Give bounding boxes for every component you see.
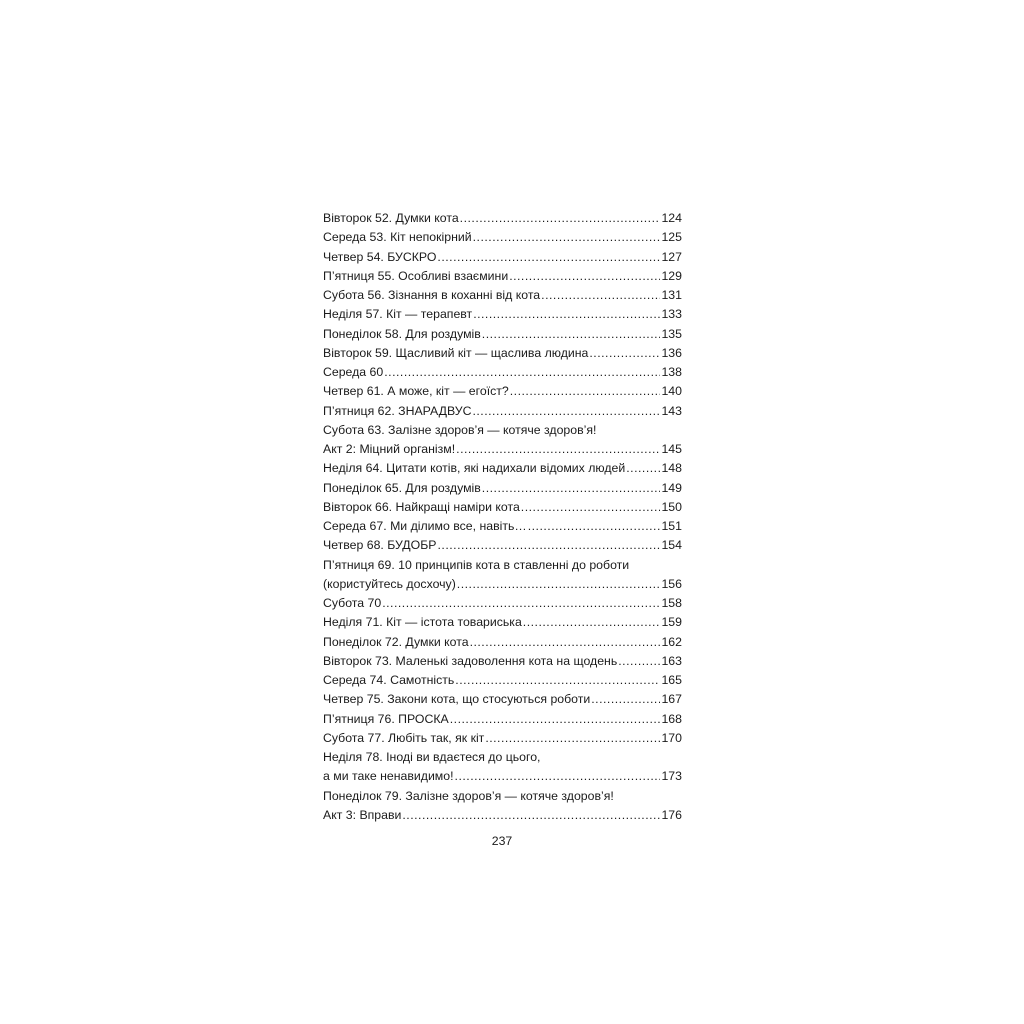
toc-entry-page: 159 — [661, 615, 682, 630]
toc-entry-title: П’ятниця 76. ПРОСКА — [323, 711, 449, 726]
toc-entry-page: 138 — [661, 365, 682, 379]
toc-entry-title: Середа 74. Самотність — [323, 673, 455, 687]
toc-entry-page: 140 — [661, 384, 682, 399]
table-of-contents — [323, 209, 682, 825]
toc-entry-title: Акт 3: Вправи — [323, 807, 402, 822]
toc-entry-page: 173 — [661, 769, 682, 784]
toc-entry-title: а ми таке ненавидимо! — [323, 769, 454, 784]
toc-entry — [323, 652, 682, 671]
toc-entry — [323, 787, 682, 806]
dot-leader — [402, 806, 660, 825]
dot-leader — [485, 729, 660, 748]
dot-leader — [482, 479, 661, 498]
dot-leader — [455, 671, 660, 690]
toc-entry-page: 129 — [661, 268, 682, 283]
toc-entry — [323, 498, 682, 517]
toc-entry — [323, 248, 682, 267]
dot-leader — [457, 575, 661, 594]
toc-entry-title: (користуйтесь досхочу) — [323, 576, 456, 591]
toc-entry-page: 143 — [661, 403, 682, 418]
dot-leader — [470, 633, 661, 652]
toc-entry-title: Неділя 64. Цитати котів, які надихали відомих людей — [323, 461, 626, 476]
dot-leader — [589, 344, 660, 363]
toc-entry — [323, 710, 682, 729]
toc-entry-page: 125 — [661, 230, 682, 245]
toc-entry-title: П’ятниця 62. ЗНАРАДВУС — [323, 403, 472, 418]
toc-entry-title: Четвер 54. БУСКРО — [323, 249, 437, 264]
toc-entry — [323, 209, 682, 228]
toc-entry-title: Субота 63. Залізне здоров’я — котяче здоров’я! — [323, 422, 597, 437]
dot-leader — [382, 594, 660, 613]
toc-entry-title: Вівторок 59. Щасливий кіт — щаслива людина — [323, 345, 589, 360]
toc-entry — [323, 633, 682, 652]
toc-entry-title: Середа 53. Кіт непокірний — [323, 230, 472, 245]
dot-leader — [509, 267, 660, 286]
dot-leader — [460, 209, 661, 228]
dot-leader — [528, 517, 661, 536]
toc-entry — [323, 344, 682, 363]
toc-entry-page: 136 — [661, 345, 682, 360]
toc-entry — [323, 556, 682, 575]
toc-entry — [323, 517, 682, 536]
toc-entry — [323, 286, 682, 305]
dot-leader — [523, 613, 661, 632]
dot-leader — [482, 325, 661, 344]
toc-entry-page: 163 — [661, 653, 682, 668]
toc-entry — [323, 767, 682, 786]
toc-entry-page: 145 — [661, 442, 682, 456]
toc-entry — [323, 575, 682, 594]
toc-entry — [323, 594, 682, 613]
toc-entry — [323, 536, 682, 555]
toc-entry — [323, 402, 682, 421]
toc-entry — [323, 479, 682, 498]
dot-leader — [456, 440, 660, 459]
toc-entry — [323, 228, 682, 247]
toc-entry — [323, 421, 682, 440]
toc-entry-page: 154 — [661, 538, 682, 553]
toc-entry — [323, 748, 682, 767]
toc-entry-title: Субота 77. Любіть так, як кіт — [323, 730, 485, 745]
toc-entry-title: Вівторок 66. Найкращі наміри кота — [323, 499, 520, 514]
toc-entry — [323, 613, 682, 632]
toc-entry-page: 167 — [661, 692, 682, 707]
dot-leader — [437, 536, 660, 555]
dot-leader — [510, 382, 661, 401]
toc-entry-page: 168 — [661, 711, 682, 726]
dot-leader — [618, 652, 660, 671]
toc-entry-page: 165 — [661, 673, 682, 687]
page-number: 237 — [491, 834, 513, 848]
dot-leader — [521, 498, 661, 517]
toc-entry-title: Четвер 68. БУДОБР — [323, 538, 437, 553]
toc-entry — [323, 459, 682, 478]
toc-entry-title: Субота 70 — [323, 596, 382, 610]
toc-entry — [323, 671, 682, 690]
toc-entry — [323, 305, 682, 324]
toc-entry-title: Неділя 78. Іноді ви вдаєтеся до цього, — [323, 750, 541, 764]
toc-entry — [323, 363, 682, 382]
toc-entry-page: 149 — [661, 480, 682, 495]
toc-entry-page: 124 — [661, 211, 682, 225]
toc-entry — [323, 267, 682, 286]
dot-leader — [541, 286, 660, 305]
toc-entry-page: 150 — [661, 499, 682, 514]
toc-entry-page: 148 — [661, 461, 682, 476]
toc-entry-title: Четвер 61. А може, кіт — егоїст? — [323, 384, 509, 399]
toc-entry-title: Понеділок 79. Залізне здоров’я — котяче здоров’я! — [323, 788, 614, 803]
toc-entry-page: 131 — [661, 288, 682, 302]
toc-entry-title: Неділя 57. Кіт — терапевт — [323, 307, 473, 322]
toc-entry — [323, 806, 682, 825]
dot-leader — [450, 710, 661, 729]
dot-leader — [455, 767, 661, 786]
toc-entry-title: П’ятниця 69. 10 принципів кота в ставленні до роботи — [323, 557, 630, 572]
toc-entry — [323, 729, 682, 748]
toc-entry-page: 176 — [661, 807, 682, 822]
toc-entry-page: 133 — [661, 307, 682, 322]
dot-leader — [591, 690, 660, 709]
toc-entry-title: П’ятниця 55. Особливі взаємини — [323, 268, 509, 283]
toc-entry-title: Середа 60 — [323, 365, 384, 379]
toc-entry-title: Понеділок 72. Думки кота — [323, 634, 469, 649]
dot-leader — [473, 228, 661, 247]
toc-entry-page: 158 — [661, 596, 682, 610]
dot-leader — [437, 248, 660, 267]
toc-entry-title: Вівторок 73. Маленькі задоволення кота на щодень — [323, 653, 618, 668]
dot-leader — [472, 402, 660, 421]
toc-entry-title: Середа 67. Ми ділимо все, навіть… — [323, 519, 527, 533]
toc-entry-title: Понеділок 58. Для роздумів — [323, 326, 481, 341]
toc-entry-page: 170 — [661, 730, 682, 745]
toc-entry — [323, 325, 682, 344]
dot-leader — [626, 459, 660, 478]
toc-entry-page: 151 — [661, 519, 682, 533]
toc-entry — [323, 440, 682, 459]
toc-entry — [323, 690, 682, 709]
toc-entry-title: Акт 2: Міцний організм! — [323, 442, 456, 456]
dot-leader — [384, 363, 660, 382]
toc-entry-title: Вівторок 52. Думки кота — [323, 211, 459, 225]
toc-entry-title: Неділя 71. Кіт — істота товариська — [323, 615, 522, 630]
toc-entry-title: Субота 56. Зізнання в коханні від кота — [323, 288, 541, 302]
toc-entry-title: Понеділок 65. Для роздумів — [323, 480, 481, 495]
toc-entry-title: Четвер 75. Закони кота, що стосуються роботи — [323, 692, 591, 707]
toc-entry-page: 127 — [661, 249, 682, 264]
dot-leader — [473, 305, 660, 324]
toc-entry-page: 135 — [661, 326, 682, 341]
toc-entry — [323, 382, 682, 401]
toc-entry-page: 156 — [661, 576, 682, 591]
toc-entry-page: 162 — [661, 634, 682, 649]
